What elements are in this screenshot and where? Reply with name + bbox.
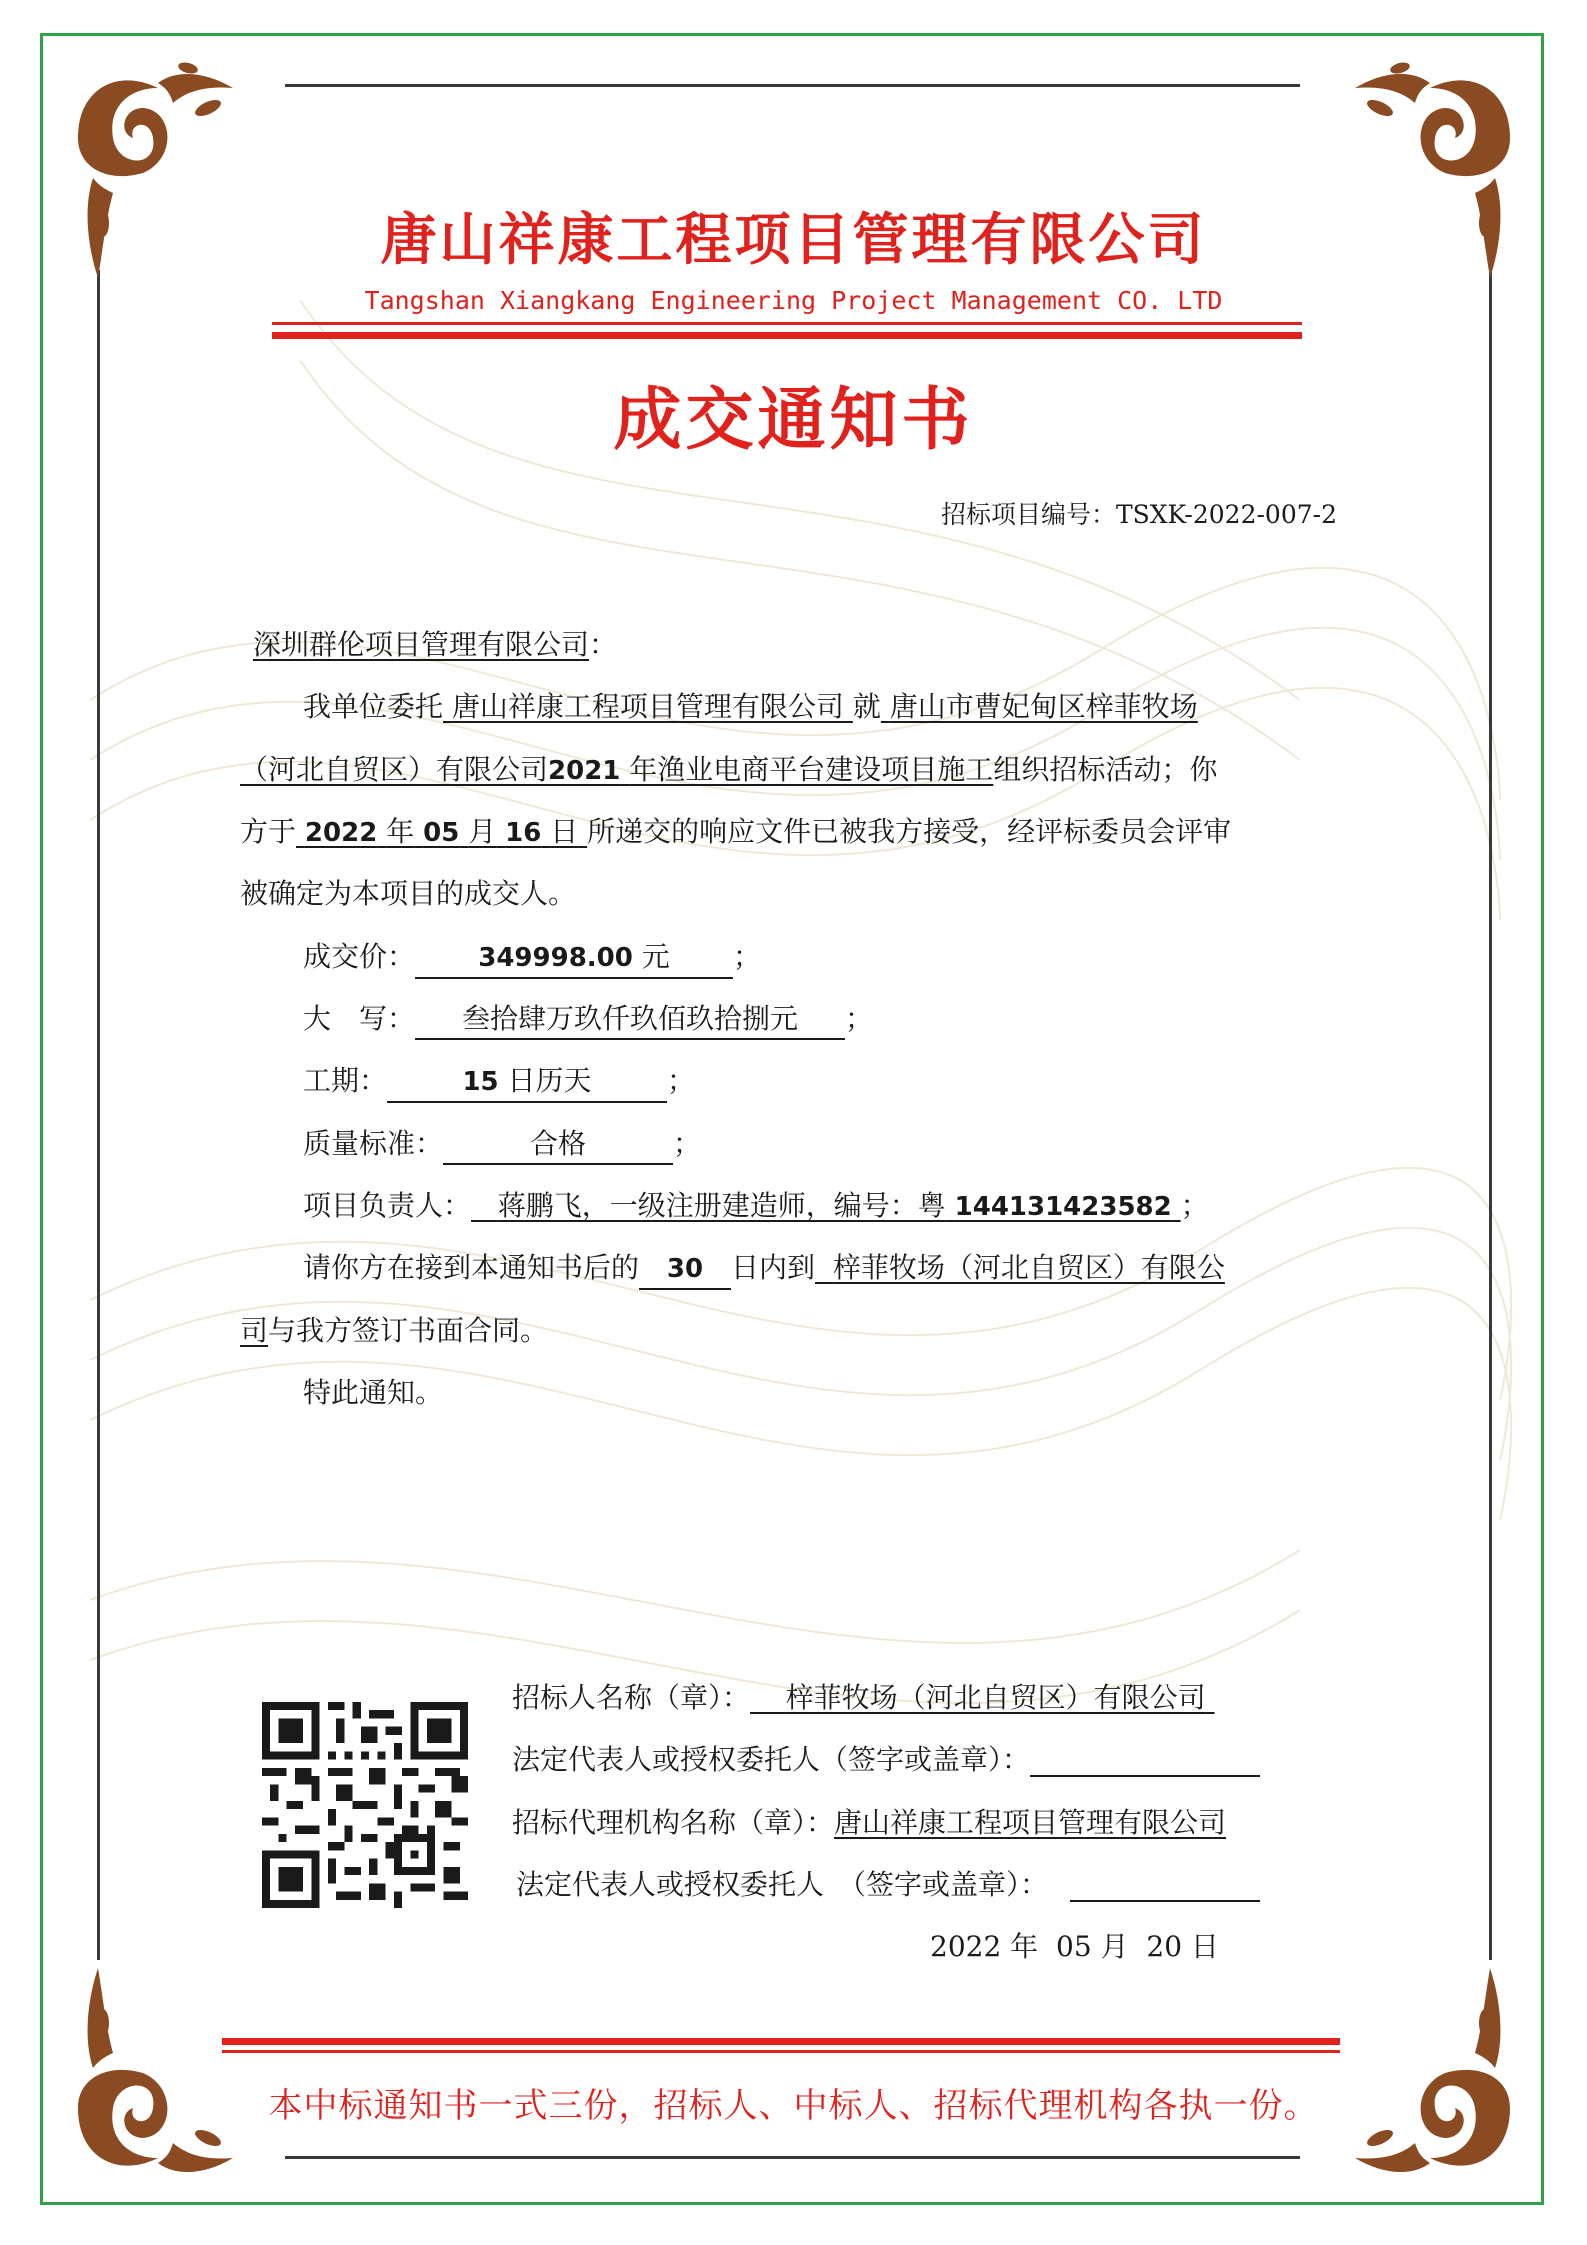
date-month: 05 — [1056, 1930, 1092, 1963]
recipient-suffix: ： — [589, 628, 618, 661]
capital-value: 叁拾肆万玖仟玖佰玖拾捌元 — [415, 1000, 845, 1040]
price-semicolon: ； — [733, 940, 762, 973]
p2-a: 方于 — [240, 815, 297, 848]
legal-rep-line-1 — [512, 1740, 1260, 1780]
closing: 特此通知。 — [303, 1376, 444, 1409]
period-num: 15 — [462, 1067, 499, 1097]
p1-c: 组织招标活动；你 — [993, 753, 1218, 786]
paragraph-1-line-3 — [240, 812, 1231, 853]
manager-text: 蒋鹏飞，一级注册建造师，编号：粤 — [497, 1189, 946, 1222]
sign-c: 与我方签订书面合同。 — [268, 1314, 549, 1347]
agency-text: 唐山祥康工程项目管理有限公司 — [451, 690, 844, 723]
period-line — [303, 1061, 695, 1103]
capital-line — [303, 999, 873, 1040]
paragraph-1-line-1 — [303, 687, 1198, 727]
quality-label: 质量标准： — [303, 1127, 444, 1160]
bottom-rule — [285, 2156, 1300, 2159]
footer-rule-thin — [222, 2050, 1340, 2053]
sign-place — [815, 1251, 1225, 1284]
header-rule-thin — [272, 322, 1302, 325]
period-semicolon: ； — [667, 1064, 696, 1097]
sub-year: 2022 — [304, 818, 378, 848]
sign-a: 请你方在接到本通知书后的 — [303, 1251, 640, 1284]
legal-rep2-signature-blank[interactable] — [1070, 1872, 1260, 1902]
sign-days — [639, 1249, 731, 1290]
sign-place1: 梓菲牧场（河北自贸区）有限公 — [832, 1251, 1225, 1284]
tenderer-line — [512, 1678, 1215, 1718]
manager-label: 项目负责人： — [303, 1189, 472, 1222]
agency-name — [443, 690, 853, 723]
price-num: 349998.00 — [478, 943, 633, 973]
qr-code — [262, 1702, 468, 1908]
document-title: 成交通知书 — [613, 381, 974, 460]
sign-place2: 司 — [240, 1314, 269, 1347]
project-name-part2 — [240, 753, 993, 786]
project-number-label: 招标项目编号： — [940, 500, 1116, 529]
quality-semicolon: ； — [673, 1127, 702, 1160]
agency-sig-line — [512, 1803, 1226, 1843]
period-label: 工期： — [303, 1064, 388, 1097]
legal-rep-line-2 — [516, 1865, 1260, 1905]
project-part2-post: 年渔业电商平台建设项目施工 — [629, 753, 994, 786]
agency-sig-label: 招标代理机构名称（章）： — [512, 1806, 835, 1839]
submission-date — [296, 815, 587, 848]
period-unit: 日历天 — [507, 1064, 592, 1097]
sub-m: 月 — [468, 815, 497, 848]
quality-line — [303, 1124, 701, 1165]
company-name-en: Tangshan Xiangkang Engineering Project Management CO. LTD — [364, 286, 1223, 315]
capital-label: 大 写： — [303, 1002, 416, 1035]
manager-no: 144131423582 — [954, 1192, 1172, 1222]
date-year: 2022 — [930, 1930, 1002, 1963]
sub-d: 日 — [550, 815, 579, 848]
legal-rep1-signature-blank[interactable] — [1030, 1747, 1260, 1777]
sub-month: 05 — [423, 818, 460, 848]
manager-line — [303, 1186, 1209, 1227]
left-rule — [97, 270, 100, 1960]
price-value — [415, 938, 733, 979]
project-year: 2021 — [548, 756, 621, 786]
tenderer-value — [750, 1681, 1215, 1714]
header-rule-thick — [272, 332, 1302, 339]
project-number — [941, 495, 1337, 531]
price-unit: 元 — [641, 940, 670, 973]
sign-line-1 — [303, 1248, 1225, 1290]
closing-line — [303, 1373, 443, 1413]
recipient-line — [253, 625, 617, 665]
legal-rep2-label: 法定代表人或授权委托人 （签字或盖章）： — [516, 1868, 1049, 1901]
date-m: 月 — [1100, 1930, 1129, 1963]
paragraph-1-line-4 — [240, 874, 576, 914]
price-line — [303, 937, 761, 979]
project-number-value: TSXK-2022-007-2 — [1115, 500, 1337, 529]
issue-date — [930, 1927, 1219, 1967]
manager-semicolon: ； — [1180, 1189, 1209, 1222]
sign-days-num: 30 — [666, 1254, 704, 1284]
date-day: 20 — [1146, 1930, 1183, 1963]
date-y: 年 — [1010, 1930, 1039, 1963]
tenderer-label: 招标人名称（章）： — [512, 1681, 751, 1714]
quality-value: 合格 — [443, 1125, 673, 1165]
date-d: 日 — [1190, 1930, 1219, 1963]
manager-value — [471, 1189, 1181, 1222]
right-rule — [1489, 270, 1492, 1960]
legal-rep1-label: 法定代表人或授权委托人（签字或盖章）： — [512, 1743, 1031, 1776]
sign-line-2 — [240, 1311, 548, 1351]
sign-b: 日内到 — [731, 1251, 816, 1284]
sub-y: 年 — [386, 815, 415, 848]
p2-b: 所递交的响应文件已被我方接受，经评标委员会评审 — [587, 815, 1232, 848]
p1-b: 就 — [852, 690, 881, 723]
capital-semicolon: ； — [845, 1002, 874, 1035]
period-value — [387, 1062, 667, 1103]
paragraph-1-line-2 — [240, 750, 1217, 791]
recipient: 深圳群伦项目管理有限公司 — [253, 628, 590, 661]
p1-a: 我单位委托 — [303, 690, 444, 723]
agency-sig-value: 唐山祥康工程项目管理有限公司 — [834, 1806, 1227, 1839]
top-rule — [285, 84, 1300, 87]
footer-rule-thick — [222, 2038, 1340, 2045]
company-name-cn: 唐山祥康工程项目管理有限公司 — [380, 208, 1207, 273]
sub-day: 16 — [505, 818, 542, 848]
project-part2-pre: （河北自贸区）有限公司 — [240, 753, 549, 786]
tenderer-text: 梓菲牧场（河北自贸区）有限公司 — [785, 1681, 1206, 1714]
footer-note: 本中标通知书一式三份，招标人、中标人、招标代理机构各执一份。 — [268, 2086, 1319, 2126]
project-name-part1 — [881, 690, 1198, 723]
project-part1-text: 唐山市曹妃甸区梓菲牧场 — [889, 690, 1198, 723]
price-label: 成交价： — [303, 940, 416, 973]
p3: 被确定为本项目的成交人。 — [240, 877, 577, 910]
